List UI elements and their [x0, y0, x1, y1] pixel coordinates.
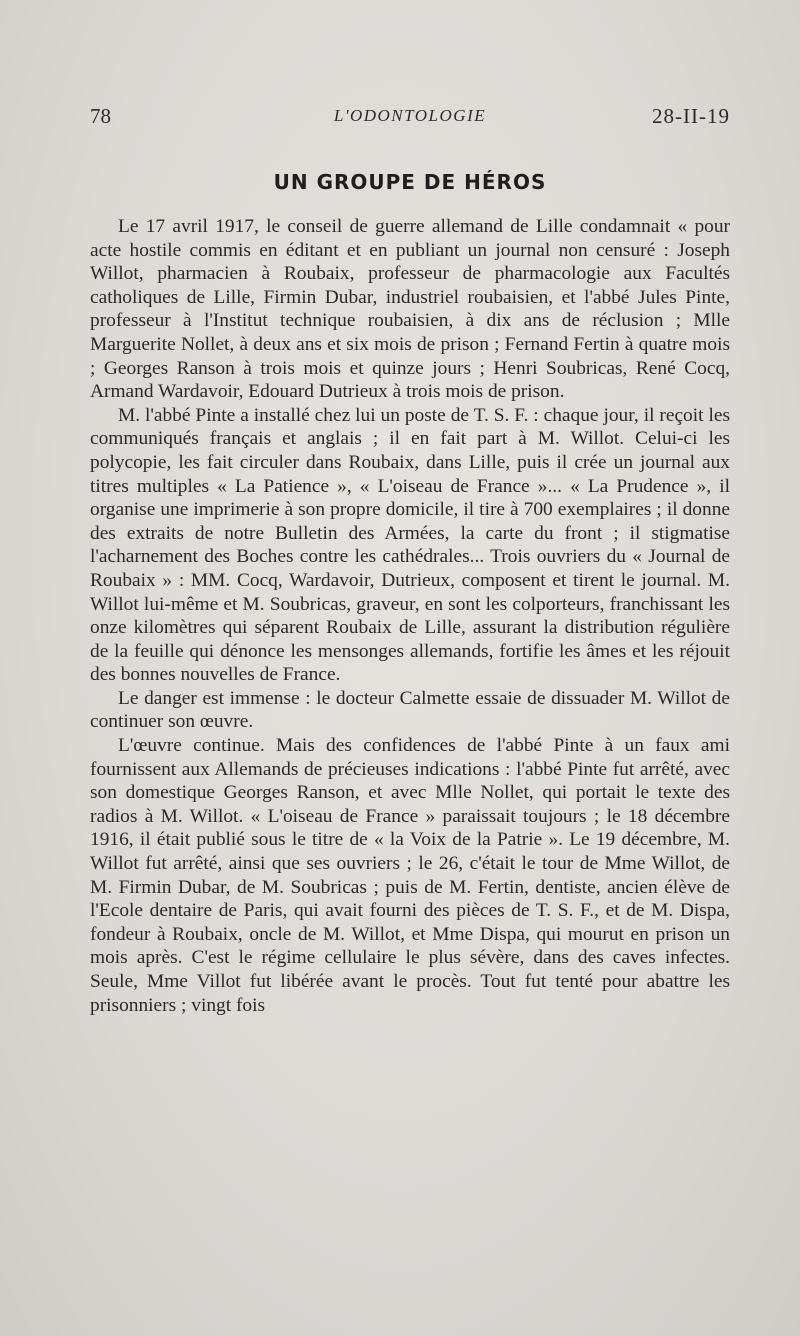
issue-date: 28-II-19 [652, 104, 730, 128]
paragraph: Le danger est immense : le docteur Calmette essaie de dissuader M. Willot de continuer son œuvre. [90, 687, 730, 733]
paragraph: Le 17 avril 1917, le conseil de guerre allemand de Lille condamnait « pour acte hostile commis en éditant et en publiant un journal non censuré : Joseph Willot, pharmacien à Roubaix, professeur de pharmacologie aux Facultés catholiques de Lille, Firmin Dubar, industriel roubaisien, et l'abbé Jules Pinte, professeur à l'Institut technique roubaisien, à dix ans de réclusion ; Mlle Marguerite Nollet, à deux ans et six mois de prison ; Fernand Fertin à quatre mois ; Georges Ranson à trois mois et quinze jours ; Henri Soubricas, René Cocq, Armand Wardavoir, Edouard Dutrieux à trois mois de prison. [90, 216, 730, 403]
paragraph: L'œuvre continue. Mais des confidences de l'abbé Pinte à un faux ami fournissent aux Allemands de précieuses indications : l'abbé Pinte fut arrêté, avec son domestique Georges Ranson, et avec Mlle Nollet, qui portait le texte des radios à M. Willot. « L'oiseau de France » paraissait toujours ; le 18 décembre 1916, il était publié sous le titre de « la Voix de la Patrie ». Le 19 décembre, M. Willot fut arrêté, ainsi que ses ouvriers ; le 26, c'était le tour de Mme Willot, de M. Firmin Dubar, de M. Soubricas ; puis de M. Fertin, dentiste, ancien élève de l'Ecole dentaire de Paris, qui avait fourni des pièces de T. S. F., et de M. Dispa, fondeur à Roubaix, oncle de M. Willot, et Mme Dispa, qui mourut en prison un mois après. C'est le régime cellulaire le plus sévère, dans des caves infectes. Seule, Mme Villot fut libérée avant le procès. Tout fut tenté pour abattre les prisonniers ; vingt fois [90, 735, 730, 1016]
running-head [90, 104, 730, 130]
page-number: 78 [90, 104, 111, 128]
paragraph: M. l'abbé Pinte a installé chez lui un poste de T. S. F. : chaque jour, il reçoit les communiqués français et anglais ; il en fait part à M. Willot. Celui-ci les polycopie, les fait circuler dans Roubaix, dans Lille, puis il crée un journal aux titres multiples « La Patience », « L'oiseau de France »... « La Prudence », il organise une imprimerie à son propre domicile, il tire à 700 exemplaires ; il donne des extraits de notre Bulletin des Armées, la carte du front ; il stigmatise l'acharnement des Boches contre les cathédrales... Trois ouvriers du « Journal de Roubaix » : MM. Cocq, Wardavoir, Dutrieux, composent et tirent le journal. M. Willot lui-même et M. Soubricas, graveur, en sont les colporteurs, franchissant les onze kilomètres qui séparent Roubaix de Lille, assurant la distribution régulière de la feuille qui dénonce les mensonges allemands, fortifie les âmes et les réjouit des bonnes nouvelles de France. [90, 404, 730, 686]
journal-title: L'ODONTOLOGIE [333, 106, 487, 125]
article-heading: UN GROUPE DE HÉROS [273, 170, 547, 194]
article-body [90, 215, 730, 1017]
